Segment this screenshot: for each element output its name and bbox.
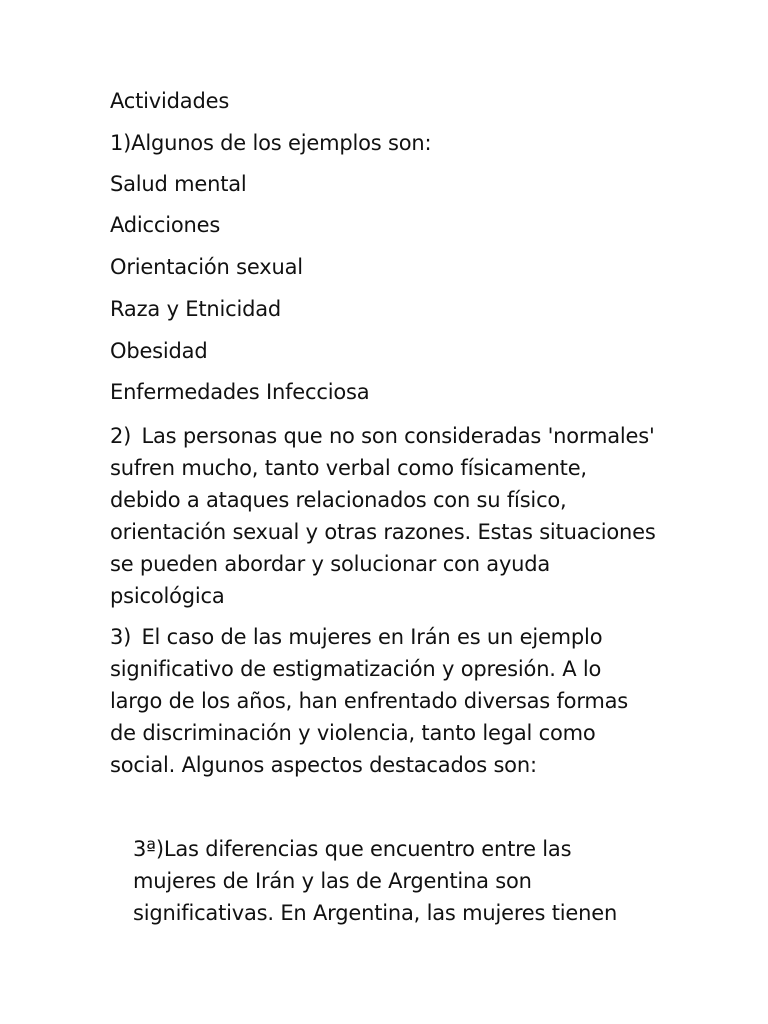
answer-3a-line: 3ª)Las diferencias que encuentro entre las: [133, 837, 572, 861]
answer-2-line: debido a ataques relacionados con su físico,: [110, 488, 567, 512]
example-item: Obesidad: [110, 339, 208, 363]
example-item: Orientación sexual: [110, 255, 303, 279]
answer-2-line: se pueden abordar y solucionar con ayuda: [110, 552, 551, 576]
answer-3-line: largo de los años, han enfrentado diversas formas: [110, 689, 629, 713]
document-title: Actividades: [110, 89, 230, 113]
example-item: Salud mental: [110, 172, 247, 196]
example-item: Enfermedades Infecciosa: [110, 380, 370, 404]
answer-3a-line: mujeres de Irán y las de Argentina son: [133, 869, 532, 893]
answer-2-line: 2) Las personas que no son consideradas 'normales': [110, 424, 655, 448]
answer-3a-line: significativas. En Argentina, las mujeres tienen: [133, 901, 618, 925]
answer-2-line: sufren mucho, tanto verbal como físicamente,: [110, 456, 587, 480]
answer-3-line: de discriminación y violencia, tanto legal como: [110, 721, 596, 745]
answer-3-line: social. Algunos aspectos destacados son:: [110, 753, 537, 777]
answer-2-line: orientación sexual y otras razones. Estas situaciones: [110, 520, 656, 544]
example-item: Raza y Etnicidad: [110, 297, 282, 321]
question-1-heading: 1)Algunos de los ejemplos son:: [110, 131, 432, 155]
answer-2-line: psicológica: [110, 584, 225, 608]
answer-3-line: 3) El caso de las mujeres en Irán es un ejemplo: [110, 625, 603, 649]
example-item: Adicciones: [110, 213, 221, 237]
answer-3-line: significativo de estigmatización y opresión. A lo: [110, 657, 602, 681]
